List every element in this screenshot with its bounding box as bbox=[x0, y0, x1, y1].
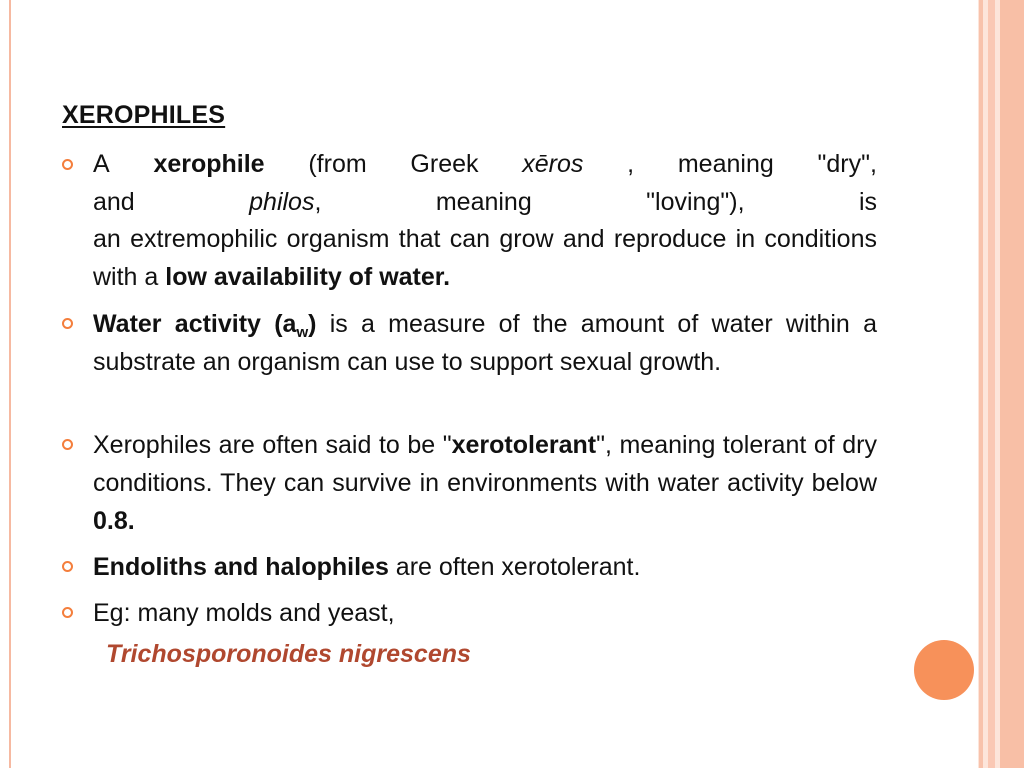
word: "loving"), bbox=[646, 187, 745, 216]
bullet-definition bbox=[62, 146, 877, 296]
word: A bbox=[93, 150, 110, 178]
term-xerotolerant: xerotolerant bbox=[451, 431, 597, 459]
word: and bbox=[93, 187, 135, 216]
word-philos bbox=[249, 184, 321, 222]
word: , bbox=[627, 150, 635, 178]
word: meaning bbox=[677, 150, 774, 178]
value-water-activity: 0.8. bbox=[93, 507, 135, 535]
slide-title: XEROPHILES bbox=[62, 101, 226, 129]
bullet-line bbox=[93, 221, 877, 296]
text-run: Xerophiles are often said to be " bbox=[93, 431, 452, 459]
term-xerophile: xerophile bbox=[153, 150, 265, 178]
term-endoliths-halophiles: Endoliths and halophiles bbox=[93, 553, 389, 581]
bullet-circle-icon bbox=[62, 318, 73, 329]
bullet-example bbox=[62, 594, 877, 632]
bullet-text bbox=[93, 426, 877, 540]
frame-stripe bbox=[988, 0, 995, 768]
bullet-circle-icon bbox=[62, 159, 73, 170]
text-run: are often xerotolerant. bbox=[388, 553, 641, 581]
text-bold: Water activity (a bbox=[93, 310, 297, 338]
bullet-line bbox=[93, 146, 877, 184]
bullet-circle-icon bbox=[62, 561, 73, 572]
bullet-line bbox=[93, 184, 877, 222]
word: is bbox=[858, 187, 877, 216]
term-xeros: xēros bbox=[522, 150, 584, 178]
bullet-circle-icon bbox=[62, 439, 73, 450]
word: "dry", bbox=[817, 150, 877, 178]
word: Greek bbox=[410, 150, 479, 178]
species-name: Trichosporonoides nigrescens bbox=[106, 640, 471, 668]
accent-circle bbox=[914, 640, 974, 700]
frame-left-line bbox=[9, 0, 11, 768]
text-run: an extremophilic organism that can grow and reproduce in conditions with a bbox=[93, 225, 877, 291]
word: (from bbox=[308, 150, 367, 178]
bullet-text bbox=[93, 305, 877, 381]
bullet-text: Eg: many molds and yeast, bbox=[93, 599, 395, 627]
text-bold: low availability of water. bbox=[165, 262, 451, 291]
word: , bbox=[314, 187, 322, 216]
bullet-circle-icon bbox=[62, 607, 73, 618]
bullet-text bbox=[93, 548, 877, 586]
term-water-activity bbox=[93, 310, 317, 341]
subscript: w bbox=[296, 324, 309, 341]
text-run: ", meaning tolerant of dry conditions. They can survive in environments with water activity below bbox=[93, 431, 878, 497]
frame-stripe bbox=[979, 0, 983, 768]
bullet-endoliths bbox=[62, 548, 877, 586]
bullet-text bbox=[93, 146, 877, 296]
bullet-water-activity bbox=[62, 305, 877, 381]
frame-stripe bbox=[1000, 0, 1024, 768]
term-philos: philos bbox=[249, 187, 315, 216]
word: meaning bbox=[435, 187, 532, 216]
text-run: is a measure of the amount of water within a substrate an organism can use to support sexual growth. bbox=[93, 310, 877, 376]
bullet-xerotolerant bbox=[62, 426, 877, 540]
text-bold: ) bbox=[308, 310, 317, 338]
